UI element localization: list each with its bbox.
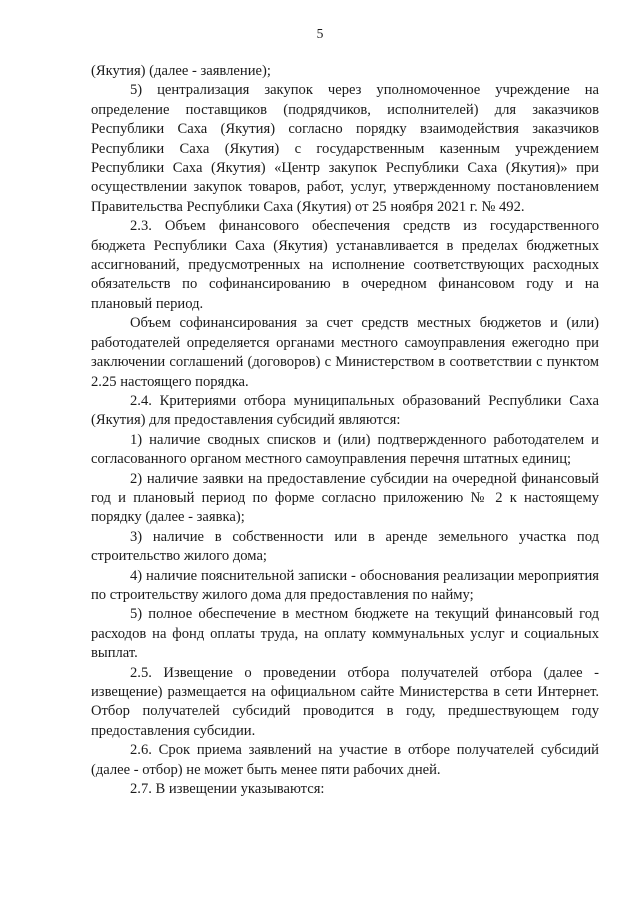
paragraph-criterion-2: 2) наличие заявки на предоставление субсидии на очередной финансовый год и плановый период по форме согласно приложению № 2 к настоящему порядку (далее - заявка); xyxy=(91,470,599,526)
paragraph-item-5-centralization: 5) централизация закупок через уполномоченное учреждение на определение поставщиков (подрядчиков, исполнителей) для заказчиков Республики Саха (Якутия) согласно порядку взаимодействия заказчиков Республики Саха (Якутия) с государственным казенным учреждением Республики Саха (Якутия) «Центр закупок Республики Саха (Якутия)» при осуществлении закупок товаров, работ, услуг, утвержденному постановлением Правительства Республики Саха (Якутия) от 25 ноября 2021 г. № 492. xyxy=(91,82,599,215)
paragraph-criterion-4: 4) наличие пояснительной записки - обоснования реализации мероприятия по строительству жилого дома для предоставления по найму; xyxy=(91,567,599,603)
paragraph-cofinancing: Объем софинансирования за счет средств местных бюджетов и (или) работодателей определяется органами местного самоуправления ежегодно при заключении соглашений (договоров) с Министерством в соответствии с пунктом 2.25 настоящего порядка. xyxy=(91,315,599,390)
paragraph-criterion-3: 3) наличие в собственности или в аренде земельного участка под строительство жилого дома; xyxy=(91,528,599,565)
paragraph-2-6: 2.6. Срок приема заявлений на участие в отборе получателей субсидий (далее - отбор) не может быть менее пяти рабочих дней. xyxy=(91,742,599,778)
paragraph-2-3: 2.3. Объем финансового обеспечения средств из государственного бюджета Республики Саха (Якутия) устанавливается в пределах бюджетных ассигнований, предусмотренных на исполнение соответствующих расходных обязательств по софинансированию в очередном финансовом году и на плановый период. xyxy=(91,218,599,312)
paragraph-criterion-1: 1) наличие сводных списков и (или) подтвержденного работодателем и согласованного органом местного самоуправления перечня штатных единиц; xyxy=(91,431,599,468)
paragraph-2-7: 2.7. В извещении указываются: xyxy=(130,781,325,798)
paragraph-criterion-5: 5) полное обеспечение в местном бюджете на текущий финансовый год расходов на фонд оплаты труда, на оплату коммунальных услуг и социальных выплат. xyxy=(91,606,599,662)
paragraph-continuation: (Якутия) (далее - заявление); xyxy=(91,63,271,79)
paragraph-2-4: 2.4. Критериями отбора муниципальных образований Республики Саха (Якутия) для предоставления субсидий являются: xyxy=(91,392,599,429)
page-number: 5 xyxy=(316,26,324,41)
paragraph-2-5: 2.5. Извещение о проведении отбора получателей отбора (далее - извещение) размещается на официальном сайте Министерства в сети Интернет. Отбор получателей субсидий проводится в году, предшествующем году предоставления субсидии. xyxy=(91,664,599,739)
document-body xyxy=(91,62,599,799)
